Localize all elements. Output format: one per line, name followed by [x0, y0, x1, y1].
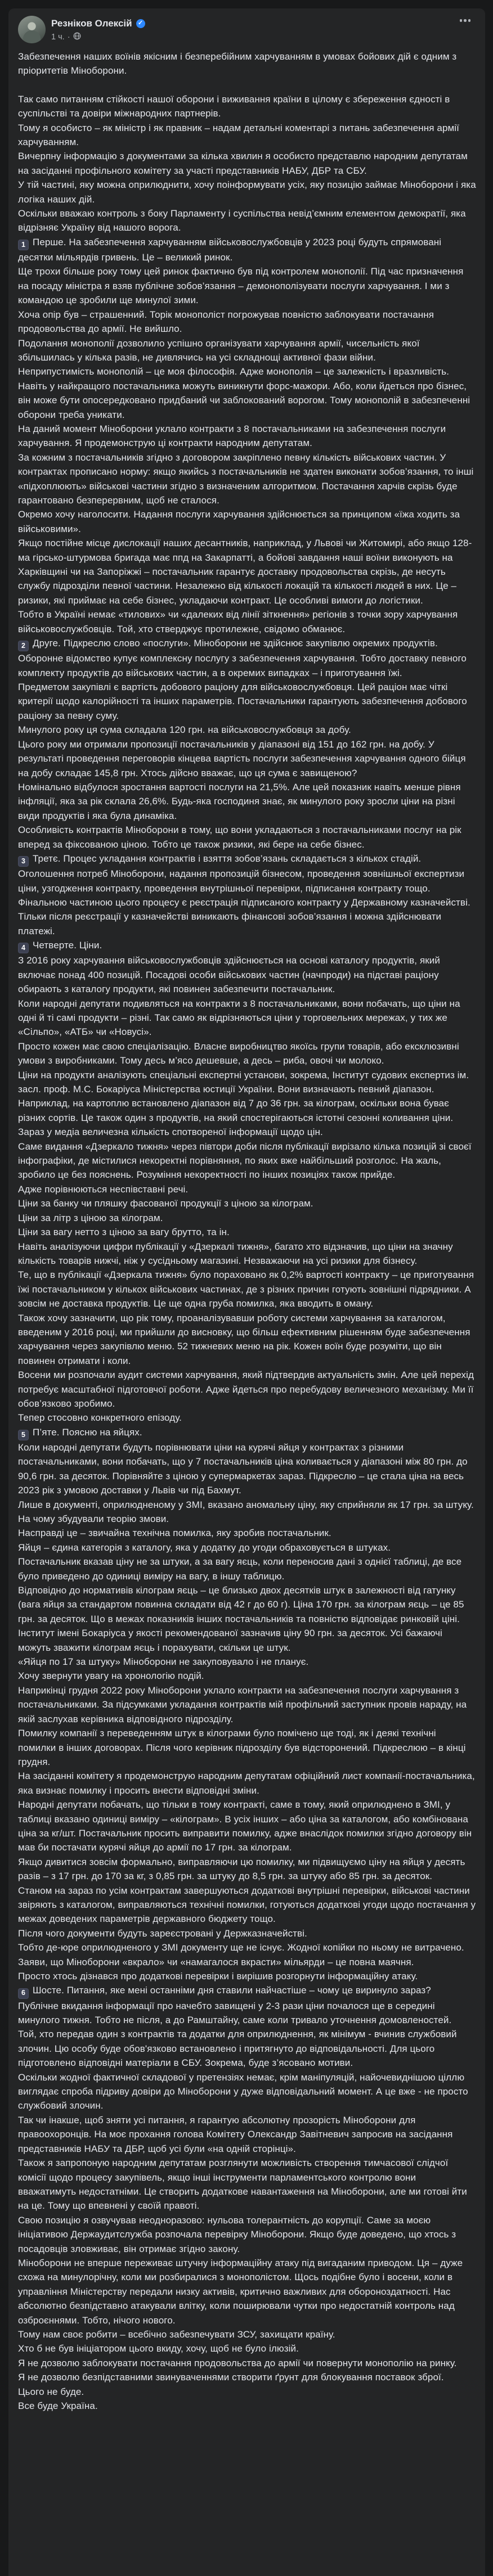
post-paragraph: Постачальник вказав ціну не за штуки, а за вагу яєць, коли переносив дані з однієї таблиці, де все було приведено до одиниці виміру на вагу, в іншу таблицю.	[18, 1556, 462, 1582]
post-paragraph: 5 П’яте. Поясню на яйцях.	[18, 1425, 476, 1440]
post-paragraph: Подолання монополії дозволило успішно організувати харчування армії, чисельність якої збільшилась у кілька разів, не дивлячись на усі складнощі активної фази війни.	[18, 337, 420, 363]
post-paragraph: Номінально відбулося зростання вартості послуги на 21,5%. Але цей показник навіть менше рівня інфляції, яка за рік склала 26,6%. Будь-яка господиня знає, як минулого року зросли ціни на різні види продуктів і яка була динаміка.	[18, 781, 461, 821]
post-paragraph: Насправді це – звичайна технічна помилка, яку зробив постачальник.	[18, 1528, 331, 1539]
post-paragraph: Окремо хочу наголосити. Надання послуги харчування здійснюється за принципом «їжа ходить за військовими».	[18, 509, 460, 534]
header-info	[51, 16, 145, 42]
avatar[interactable]	[18, 16, 46, 43]
post-paragraph: Я не дозволю заблокувати постачання продовольства до армії чи повернути монополію на ринку.	[18, 2357, 457, 2368]
post-paragraph: Я не дозволю безпідставними звинуваченнями створити ґрунт для блокування поставок зброї.	[18, 2372, 444, 2383]
post-paragraph: Свою позицію я озвучував неодноразово: нульова толерантність до корупції. Саме за моєю ініціативою Держаудитслужба розпочала перевірку Міноборони. Якщо буде доведено, що хтось з посадовців зловживає, він отримає згідно закону.	[18, 2214, 456, 2254]
post-paragraph: Цього року ми отримали пропозиції постачальників у діапазоні від 151 до 162 грн. на добу. У результаті проведення переговорів кінцева вартість послуги забезпечення харчування одного бійця на добу складає 145,8 грн. Хтось дійсно вважає, що ця сума є завищеною?	[18, 738, 466, 778]
post-paragraph: Забезпечення наших воїнів якісним і безперебійним харчуванням в умовах бойових дій є одним з пріоритетів Міноборони.	[18, 51, 457, 76]
post-paragraph: Наприкінці грудня 2022 року Міноборони уклало контракти на забезпечення послуги харчування з постачальниками. За підсумками укладання контрактів мій профільний заступник провів нараду, на якій заслухав керівника відповідного підрозділу.	[18, 1685, 467, 1724]
post-paragraph: 3 Третє. Процес укладання контрактів і взяття зобов’язань складається з кількох стадій. Оголошення потреб Міноборони, надання пропозицій бізнесом, проведення зовнішньої експертизи ціни, узгодження контракту, проведення внутрішньої перевірки, підписання контракту тощо.	[18, 853, 465, 894]
post-header	[8, 8, 485, 46]
post-paragraph: Наприклад, на картоплю встановлено діапазон від 7 до 36 грн. за кілограм, оскільки вона буває різних сортів. Це також один з продуктів, на який спостерігаються істотні сезонні коливання ціни.	[18, 1098, 454, 1123]
post-paragraph: Ціни за банку чи пляшку фасованої продукції з ціною за кілограм.	[18, 1198, 313, 1209]
post-paragraph: Яйця – єдина категорія з каталогу, яка у додатку до угоди обраховується в штуках.	[18, 1542, 391, 1553]
post-paragraph: Цього не буде.	[18, 2386, 84, 2397]
post-card	[8, 8, 485, 2576]
post-paragraph: Тобто в Україні немає «тилових» чи «далеких від лінії зіткнення» регіонів з точки зору харчування військовослужбовців. Той, хто стверджує протилежне, свідомо обманює.	[18, 609, 458, 634]
post-text	[8, 46, 485, 2423]
post-paragraph: Якщо дивитися зовсім формально, виправляючи цю помилку, ми підвищуємо ціну на яйця у десять разів – з 17 грн. до 170 за кг, з 0,85 грн. за штуку до 8,5 грн. за штуку або 85 грн. за десяток.	[18, 1856, 465, 1882]
post-paragraph: Просто хтось дізнався про додаткові перевірки і вирішив розгорнути інформаційну атаку.	[18, 1971, 418, 1982]
post-paragraph: Той, хто передав один з контрактів та додатки для оприлюднення, як мінімум - вчинив службовий злочин. Цю особу буде обов'язково встановлено і притягнуто до відповідальності. Для цього підготовлено відповідні матеріали в СБУ. Зокрема, буде з’ясовано мотиви.	[18, 2029, 457, 2069]
post-paragraph: Лише в документі, оприлюдненому у ЗМІ, вказано аномальну ціну, яку сприйняли як 17 грн. за штуку. На чому збудували теорію змови.	[18, 1499, 474, 1525]
post-paragraph: Ціни за вагу нетто з ціною за вагу брутто, та ін.	[18, 1227, 230, 1238]
post-paragraph: Ціни на продукти аналізують спеціальні експертні установи, зокрема, Інститут судових експертиз ім. засл. проф. М.С. Бокаріуса Міністерства юстиції України. Вони визначають певний діапазон.	[18, 1069, 469, 1095]
post-paragraph: Ціни за літр з ціною за кілограм.	[18, 1212, 163, 1223]
post-paragraph: Тепер стосовно конкретного епізоду.	[18, 1412, 182, 1424]
meta-separator: ·	[67, 32, 70, 42]
post-paragraph: У тій частині, яку можна оприлюднити, хочу поінформувати усіх, яку позицію займає Міноборони і яка логіка наших дій.	[18, 179, 476, 205]
post-paragraph: Тому я особисто – як міністр і як правник – надам детальні коментарі з питань забезпечення армії харчуванням.	[18, 122, 460, 148]
post-paragraph: На засіданні комітету я продемонструю народним депутатам офіційний лист компанії-постачальника, яка визнає помилку і просить внести відповідні зміни.	[18, 1771, 475, 1796]
post-paragraph: Коли народні депутати будуть порівнювати ціни на курячі яйця у контрактах з різними постачальниками, вони побачать, що у 7 постачальників ціна коливається у діапазоні між 80 грн. до 90,6 грн. за десяток. Порівняйте з ціною у супермаркетах зараз. Підкреслю – це стала ціна на весь 2023 рік з умовою доставки у Львів чи під Бахмут.	[18, 1442, 468, 1496]
post-paragraph: Помилку компанії з переведенням штук в кілограми було помічено ще тоді, як і деякі технічні помилки в інших договорах. Після чого керівник підрозділу був відсторонений. Підкреслюю – в кінці грудня.	[18, 1728, 466, 1767]
post-paragraph: На даний момент Міноборони уклало контракти з 8 постачальниками на забезпечення послуги харчування. Я продемонструю ці контракти народним депутатам.	[18, 423, 446, 449]
post-paragraph: Те, що в публікації «Дзеркала тижня» було пораховано як 0,2% вартості контракту – це приготування їжі постачальником у кількох військових частинах, де з різних причин готують зовнішні підрядники. А зовсім не доставка продуктів. Це ще одна груба помилка, яка вводить в оману.	[18, 1269, 474, 1309]
post-paragraph: Ще трохи більше року тому цей ринок фактично був під контролем монополії. Під час призначення на посаду міністра я взяв публічне зобов’язання – демонополізувати послуги харчування. І ми з командою це зробили ще минулої зими.	[18, 266, 464, 306]
post-paragraph: Хто б не був ініціатором цього вкиду, хочу, щоб не було ілюзій.	[18, 2343, 299, 2354]
post-paragraph: Вичерпну інформацію з документами за кілька хвилин я особисто представлю народним депутатам на засіданні профільного комітету за участі представників НАБУ, ДБР та СБУ.	[18, 151, 468, 176]
post-paragraph: Також я запропоную народним депутатам розглянути можливість створення тимчасової слідчої комісії щодо процесу закупівель, якщо інші інструменти парламентського контролю вони вважатимуть недостатніми. Це створить додаткове навантаження на Міноборони, але ми готові йти на це. Тому що впевнені у своїй правоті.	[18, 2158, 467, 2212]
post-paragraph: З 2016 року харчування військовослужбовців здійснюється на основі каталогу продуктів, який включає понад 400 позицій. Посадові особи військових частин (начпроди) на підставі раціону обирають з каталогу продукти, які повинен забезпечити постачальник.	[18, 955, 440, 995]
post-paragraph: Народні депутати побачать, що тільки в тому контракті, саме в тому, який оприлюднено в ЗМІ, у таблиці вказано одиниці виміру – «кілограм». В усіх інших – або ціна за каталогом, або комбінована ціна за кг/шт. Постачальник просить виправити помилку, адже внаслідок помилки згідно договору він мав би постачати курячі яйця до армії по 17 грн. за кілограм.	[18, 1799, 472, 1853]
more-options-button[interactable]	[454, 16, 477, 28]
post-paragraph: 4 Четверте. Ціни.	[18, 938, 476, 953]
post-paragraph: Восени ми розпочали аудит системи харчування, який підтвердив актуальність змін. Але цей перехід потребує масштабної підготовчої роботи. Адже йдеться про перебудову величезного механізму. Ми її обов’язково зробимо.	[18, 1370, 474, 1409]
post-paragraph: Саме видання «Дзеркало тижня» через півтори доби після публікації вирізало кілька позицій зі своєї інфографіки, де містилися некоректні порівняння, по яких вже найбільший розголос. На жаль, зробило це без пояснень. Розуміння некоректності по інших позиціях також прийде.	[18, 1141, 472, 1181]
post-paragraph: Предметом закупівлі є вартість добового раціону для військовослужбовця. Цей раціон має чіткі критерії щодо калорійності та інших параметрів. Постачальники гарантують забезпечення добового раціону за певну суму.	[18, 682, 467, 721]
post-paragraph: Просто кожен має свою спеціалізацію. Власне виробництво якоїсь групи товарів, або ексклюзивні умови з виробниками. Тому десь м’ясо дешевше, а десь – риба, овочі чи молоко.	[18, 1041, 459, 1066]
post-paragraph: Коли народні депутати подивляться на контракти з 8 постачальниками, вони побачать, що ціни на одні й ті самі продукти – різні. Так само як відрізняються ціни у торговельних мережах, у тих же «Сільпо», «АТБ» чи «Новусі».	[18, 998, 460, 1038]
post-paragraph: Хоча опір був – страшенний. Торік монополіст погрожував повністю заблокувати постачання продовольства до армії. Не вийшло.	[18, 309, 434, 335]
post-paragraph: Так чи інакше, щоб зняти усі питання, я гарантую абсолютну прозорість Міноборони для правоохоронців. На моє прохання голова Комітету Олександр Завітневич запросив на засідання представників НАБУ та ДБР, щоб усі були «на одній сторінці».	[18, 2114, 453, 2154]
post-paragraph: 6 Шосте. Питання, яке мені останніми дня ставили найчастіше – чому це виринуло зараз?	[18, 1983, 476, 1998]
post-paragraph: Все буде Україна.	[18, 2401, 98, 2411]
keycap-4-icon: 4	[18, 943, 29, 953]
post-paragraph: Публічне вкидання інформації про начебто завищені у 2-3 рази ціни почалося ще в середині минулого тижня. Тобто не після, а до Рамштайну, саме коли тривало уточнення домовленостей.	[18, 2000, 452, 2026]
post-paragraph: Так само питанням стійкості нашої оборони і виживання країни в цілому є збереження єдності в суспільстві та довіри міжнародних партнерів.	[18, 93, 450, 119]
post-paragraph: Після чого документи будуть зареєстровані у Держказначействі.	[18, 1928, 307, 1939]
keycap-6-icon: 6	[18, 1988, 29, 1999]
keycap-1-icon: 1	[18, 240, 29, 250]
author-name[interactable]: Резніков Олексій	[51, 18, 132, 29]
post-paragraph: Особливість контрактів Міноборони в тому, що вони укладаються з постачальниками послуг на рік вперед за фіксованою ціною. Тобто це також ризики, які бере на себе бізнес.	[18, 825, 461, 850]
timestamp[interactable]: 1 ч.	[51, 32, 65, 42]
post-paragraph: Зараз у медіа величезна кількість спотвореної інформації щодо цін.	[18, 1127, 323, 1138]
globe-public-icon	[73, 32, 81, 42]
post-paragraph: Тобто де-юре оприлюдненого у ЗМІ документу ще не існує. Жодної копійки по ньому не витрачено. Заяви, що Міноборони «вкрало» чи «намагалося вкрасти» мільярди – це повна маячня.	[18, 1942, 464, 1967]
post-paragraph: 1 Перше. На забезпечення харчуванням військовослужбовців у 2023 році будуть спрямовані десятки мільярдів гривень. Це – великий ринок.	[18, 236, 442, 263]
post-paragraph: Минулого року ця сума складала 120 грн. на військовослужбовця за добу.	[18, 724, 351, 736]
keycap-2-icon: 2	[18, 641, 29, 651]
post-paragraph: Оскільки вважаю контроль з боку Парламенту і суспільства невід’ємним елементом демократії, яка відрізняє Україну від нашого ворога.	[18, 208, 466, 233]
post-paragraph: Станом на зараз по усім контрактам завершуються додаткові внутрішні перевірки, військові частини звіряють з каталогом, виправляються технічні помилки, готуються додаткові угоди щодо постачання у межах доведених параметрів державного бюджету тощо.	[18, 1885, 476, 1925]
keycap-3-icon: 3	[18, 856, 29, 867]
post-paragraph: Адже порівнюються неспівставні речі.	[18, 1183, 189, 1195]
keycap-5-icon: 5	[18, 1430, 29, 1440]
post-paragraph: Якщо постійне місце дислокації наших десантників, наприклад, у Львові чи Житомирі, або якщо 128-ма гірсько-штурмова бригада має ппд на Закарпатті, а бойові завдання наші воїни виконують на Харківщині чи на Запоріжжі – постачальник гарантує доставку продовольства скрізь, де несуть службу підрозділи певної частини. Незалежно від кількості локацій та кількості людей в них. Це – ризики, які приймає на себе бізнес, укладаючи контракт. Це особливі вимоги до логістики.	[18, 538, 472, 606]
post-paragraph: Міноборони не вперше переживає штучну інформаційну атаку під вигаданим приводом. Ця – дуже схожа на минулорічну, коли ми розбиралися з монополістом. Щось подібне було і восени, коли в управління Міністерству передали низку активів, критично важливих для обороноздатності. Нас абсолютно безпідставно атакували влітку, коли поширювали чутки про недостатній контроль над озброєннями. Тобто, нічого нового.	[18, 2257, 463, 2326]
post-paragraph: «Яйця по 17 за штуку» Міноборони не закуповувало і не планує.	[18, 1656, 309, 1668]
post-paragraph: Хочу звернути увагу на хронологію подій.	[18, 1670, 204, 1682]
post-paragraph-break	[18, 78, 476, 92]
post-paragraph: За кожним з постачальників згідно з договором закріплено певну кількість військових частин. У контрактах прописано норму: якщо якийсь з постачальників не здатен виконати зобов’язання, то інші «підхоплюють» військові частини згідно з визначеним алгоритмом. Постачання харчів скрізь буде гарантовано безперервним, щоб не сталося.	[18, 452, 474, 506]
post-paragraph: 2 Друге. Підкреслю слово «послуги». Міноборони не здійснює закупівлю окремих продуктів. Оборонне відомство купує комплексну послугу з забезпечення харчування. Тобто доставку певного комплекту продуктів до військових частин, а в окремих випадках – і приготування їжі.	[18, 638, 467, 678]
post-paragraph: Тому нам своє робити – всебічно забезпечувати ЗСУ, захищати країну.	[18, 2329, 335, 2340]
post-paragraph: Оскільки жодної фактичної складової у претензіях немає, крім маніпуляцій, найочевиднішою ціллю виглядає спроба підриву довіри до Міноборони у дуже відповідальний момент. А це вже - не просто службовий злочин.	[18, 2071, 468, 2111]
post-paragraph: Навіть аналізуючи цифри публікації у «Дзеркалі тижня», багато хто відзначив, що ціни на значну кількість товарів нижчі, ніж у сусідньому магазині. Незважаючи на усі ризики для бізнесу.	[18, 1241, 453, 1266]
post-paragraph: Відповідно до нормативів кілограм яєць – це близько двох десятків штук в залежності від гатунку (вага яйця за стандартом повинна складати від 42 г до 60 г). Ціна 170 грн. за кілограм яєць – це 85 грн. за десяток. Що в межах показників інших постачальників та повністю відповідає ринковій ціні. Інститут імені Бокаріуса у якості рекомендованої зазначив ціну 90 грн. за десяток. Усі бажаючі можуть зважити кілограм яєць і порахувати, скільки це штук.	[18, 1585, 464, 1653]
post-paragraph: Також хочу зазначити, що рік тому, проаналізувавши роботу системи харчування за каталогом, введеним у 2016 році, ми прийшли до висновку, що більш ефективним рішенням буде забезпечення харчування через закупівлю меню. 52 тижневих меню на рік. Кожен воїн буде розуміти, що він повинен отримати і коли.	[18, 1312, 470, 1366]
post-paragraph: Фінальною частиною цього процесу є реєстрація підписаного контракту у Державному казначействі. Тільки після реєстрації у казначействі виникають фінансові зобов’язання і можна здійснювати платежі.	[18, 897, 470, 936]
verified-badge-icon: ✓	[136, 19, 145, 28]
post-paragraph: Неприпустимість монополій – це моя філософія. Адже монополія – це залежність і вразливість. Навіть у найкращого постачальника можуть виникнути форс-мажори. Або, коли йдеться про бізнес, він може бути опосередковано придбаний чи заблокований ворогом. Тому монополій в забезпеченні оборони треба уникати.	[18, 366, 470, 420]
three-dots-icon	[460, 19, 471, 22]
